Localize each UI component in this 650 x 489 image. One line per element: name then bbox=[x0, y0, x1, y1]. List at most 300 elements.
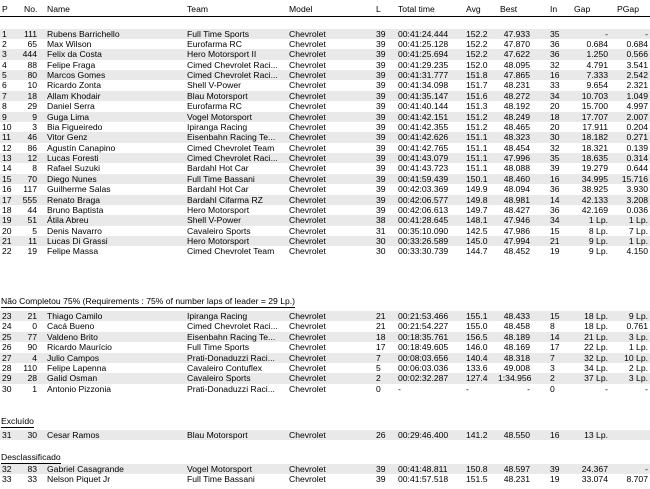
cell-model: Chevrolet bbox=[289, 204, 326, 215]
cell-gap: 4.791 bbox=[586, 59, 608, 70]
cell-team: Hero Motorsport bbox=[187, 236, 250, 247]
cell-total: 00:41:40.144 bbox=[398, 101, 449, 112]
cell-best: 48.550 bbox=[503, 430, 530, 440]
cell-total: 00:21:54.227 bbox=[398, 321, 449, 332]
cell-gap: 9 Lp. bbox=[588, 236, 608, 247]
cell-total: 00:41:25.694 bbox=[398, 49, 449, 60]
cell-gap: 13 Lp. bbox=[584, 430, 608, 440]
cell-total: 00:33:30.739 bbox=[398, 246, 449, 257]
cell-best: 48.231 bbox=[503, 80, 530, 91]
cell-in: 14 bbox=[550, 194, 560, 205]
cell-pgap: 4.997 bbox=[626, 101, 648, 112]
cell-in: 34 bbox=[550, 90, 560, 101]
table-row bbox=[0, 163, 650, 173]
cell-gap: 18.635 bbox=[581, 153, 608, 164]
cell-laps: 0 bbox=[376, 383, 381, 394]
cell-pos: 30 bbox=[2, 383, 12, 394]
cell-pos: 3 bbox=[2, 49, 7, 60]
cell-in: 2 bbox=[550, 373, 555, 384]
cell-best: - bbox=[527, 383, 530, 394]
cell-pgap: 3.541 bbox=[626, 59, 648, 70]
cell-pos: 22 bbox=[2, 246, 12, 257]
cell-in: 17 bbox=[550, 342, 560, 353]
cell-model: Chevrolet bbox=[289, 184, 326, 195]
cell-model: Chevrolet bbox=[289, 132, 326, 143]
cell-pgap: - bbox=[645, 28, 648, 39]
table-row bbox=[0, 184, 650, 194]
cell-model: Chevrolet bbox=[289, 142, 326, 153]
cell-in: 36 bbox=[550, 184, 560, 195]
cell-model: Chevrolet bbox=[289, 342, 326, 353]
cell-in: 19 bbox=[550, 246, 560, 257]
cell-avg: 151.8 bbox=[466, 70, 488, 81]
cell-pos: 5 bbox=[2, 70, 7, 81]
cell-best: 47.986 bbox=[503, 225, 530, 236]
cell-gap: 32 Lp. bbox=[584, 352, 608, 363]
cell-no: 65 bbox=[27, 38, 37, 49]
cell-in: 35 bbox=[550, 153, 560, 164]
cell-avg: 152.2 bbox=[466, 49, 488, 60]
table-row bbox=[0, 112, 650, 122]
cell-pos: 10 bbox=[2, 121, 12, 132]
cell-model: Chevrolet bbox=[289, 352, 326, 363]
cell-laps: 17 bbox=[376, 342, 386, 353]
cell-no: 10 bbox=[27, 80, 37, 91]
cell-team: Bardahl Hot Car bbox=[187, 163, 249, 174]
cell-name: Vitor Genz bbox=[47, 132, 88, 143]
cell-best: 47.996 bbox=[503, 153, 530, 164]
cell-name: Felipe Massa bbox=[47, 246, 99, 257]
cell-pgap: 1 Lp. bbox=[628, 236, 648, 247]
cell-name: Galid Osman bbox=[47, 373, 98, 384]
table-row bbox=[0, 39, 650, 49]
cell-total: 00:41:34.098 bbox=[398, 80, 449, 91]
cell-name: Guilherme Salas bbox=[47, 184, 111, 195]
cell-laps: 39 bbox=[376, 28, 386, 39]
cell-pos: 20 bbox=[2, 225, 12, 236]
cell-best: 47.865 bbox=[503, 70, 530, 81]
cell-name: Cacá Bueno bbox=[47, 321, 95, 332]
table-row bbox=[0, 430, 650, 440]
cell-laps: 18 bbox=[376, 331, 386, 342]
cell-laps: 39 bbox=[376, 163, 386, 174]
cell-name: Felipe Lapenna bbox=[47, 362, 107, 373]
cell-avg: 152.0 bbox=[466, 59, 488, 70]
cell-laps: 39 bbox=[376, 80, 386, 91]
cell-model: Chevrolet bbox=[289, 101, 326, 112]
cell-team: Vogel Motorsport bbox=[187, 111, 252, 122]
cell-avg: 146.0 bbox=[466, 342, 488, 353]
cell-avg: 151.7 bbox=[466, 80, 488, 91]
cell-team: Vogel Motorsport bbox=[187, 464, 252, 474]
cell-model: Chevrolet bbox=[289, 38, 326, 49]
cell-pgap: 1.049 bbox=[626, 90, 648, 101]
cell-gap: 8 Lp. bbox=[588, 225, 608, 236]
cell-avg: 151.6 bbox=[466, 90, 488, 101]
cell-name: Daniel Serra bbox=[47, 101, 95, 112]
cell-in: 0 bbox=[550, 383, 555, 394]
cell-laps: 39 bbox=[376, 132, 386, 143]
cell-avg: 148.1 bbox=[466, 215, 488, 226]
table-row bbox=[0, 342, 650, 352]
cell-pos: 33 bbox=[2, 474, 12, 485]
cell-model: Chevrolet bbox=[289, 362, 326, 373]
table-row bbox=[0, 153, 650, 163]
cell-model: Chevrolet bbox=[289, 111, 326, 122]
cell-model: Chevrolet bbox=[289, 321, 326, 332]
cell-avg: 151.5 bbox=[466, 474, 488, 485]
cell-laps: 39 bbox=[376, 464, 386, 474]
cell-avg: 142.5 bbox=[466, 225, 488, 236]
cell-model: Chevrolet bbox=[289, 163, 326, 174]
cell-best: 47.946 bbox=[503, 215, 530, 226]
cell-name: Rubens Barrichello bbox=[47, 28, 120, 39]
cell-name: Gabriel Casagrande bbox=[47, 464, 124, 474]
cell-avg: 151.1 bbox=[466, 163, 488, 174]
cell-gap: 34.995 bbox=[581, 173, 608, 184]
cell-pgap: 1 Lp. bbox=[628, 342, 648, 353]
header-best: Best bbox=[500, 4, 518, 14]
cell-in: 32 bbox=[550, 142, 560, 153]
table-row bbox=[0, 91, 650, 101]
cell-best: 48.095 bbox=[503, 59, 530, 70]
table-row bbox=[0, 29, 650, 39]
section-title: Não Completou 75% (Requirements : 75% of number laps of leader = 29 Lp.) bbox=[1, 296, 296, 306]
cell-laps: 39 bbox=[376, 204, 386, 215]
cell-team: Cimed Chevrolet Raci... bbox=[187, 321, 278, 332]
cell-team: Cimed Chevrolet Raci... bbox=[187, 59, 278, 70]
cell-no: 555 bbox=[22, 194, 37, 205]
cell-in: 35 bbox=[550, 28, 560, 39]
cell-team: Eisenbahn Racing Te... bbox=[187, 331, 276, 342]
cell-avg: 150.1 bbox=[466, 173, 488, 184]
table-row bbox=[0, 373, 650, 383]
cell-in: 21 bbox=[550, 236, 560, 247]
cell-total: 00:41:35.147 bbox=[398, 90, 449, 101]
cell-model: Chevrolet bbox=[289, 225, 326, 236]
table-row bbox=[0, 60, 650, 70]
cell-in: 39 bbox=[550, 464, 560, 474]
cell-best: 48.192 bbox=[503, 101, 530, 112]
table-row bbox=[0, 174, 650, 184]
cell-pgap: 10 Lp. bbox=[624, 352, 648, 363]
table-row bbox=[0, 236, 650, 246]
cell-total: 00:18:49.605 bbox=[398, 342, 449, 353]
cell-pos: 26 bbox=[2, 342, 12, 353]
cell-gap: 9 Lp. bbox=[588, 246, 608, 257]
cell-best: 48.981 bbox=[503, 194, 530, 205]
cell-avg: 151.2 bbox=[466, 121, 488, 132]
cell-gap: 34 Lp. bbox=[584, 362, 608, 373]
cell-no: 444 bbox=[22, 49, 37, 60]
cell-model: Chevrolet bbox=[289, 474, 326, 485]
cell-total: - bbox=[398, 383, 401, 394]
cell-pgap: - bbox=[645, 464, 648, 474]
cell-team: Cavaleiro Contuflex bbox=[187, 362, 262, 373]
cell-pos: 23 bbox=[2, 311, 12, 321]
cell-model: Chevrolet bbox=[289, 383, 326, 394]
cell-name: Felix da Costa bbox=[47, 49, 102, 60]
cell-model: Chevrolet bbox=[289, 153, 326, 164]
cell-pos: 21 bbox=[2, 236, 12, 247]
cell-team: Eurofarma RC bbox=[187, 101, 242, 112]
cell-avg: 150.8 bbox=[466, 464, 488, 474]
cell-laps: 39 bbox=[376, 90, 386, 101]
cell-laps: 30 bbox=[376, 236, 386, 247]
cell-pos: 6 bbox=[2, 80, 7, 91]
cell-pos: 2 bbox=[2, 38, 7, 49]
cell-no: 19 bbox=[27, 246, 37, 257]
table-row bbox=[0, 332, 650, 342]
cell-model: Chevrolet bbox=[289, 331, 326, 342]
cell-team: Bardahl Hot Car bbox=[187, 184, 249, 195]
cell-name: Denis Navarro bbox=[47, 225, 102, 236]
header-in: In bbox=[550, 4, 558, 14]
cell-name: Renato Braga bbox=[47, 194, 101, 205]
cell-pos: 4 bbox=[2, 59, 7, 70]
table-row bbox=[0, 384, 650, 394]
cell-pos: 14 bbox=[2, 163, 12, 174]
cell-pgap: 0.036 bbox=[626, 204, 648, 215]
cell-total: 00:35:10.090 bbox=[398, 225, 449, 236]
cell-gap: - bbox=[605, 383, 608, 394]
cell-no: 117 bbox=[23, 184, 37, 195]
cell-model: Chevrolet bbox=[289, 173, 326, 184]
table-row bbox=[0, 143, 650, 153]
cell-in: 20 bbox=[550, 121, 560, 132]
cell-best: 1:34.956 bbox=[498, 373, 532, 384]
cell-no: 12 bbox=[27, 153, 37, 164]
cell-name: Diego Nunes bbox=[47, 173, 97, 184]
cell-team: Prati-Donaduzzi Raci... bbox=[187, 383, 275, 394]
cell-gap: 19.279 bbox=[581, 163, 608, 174]
cell-no: 51 bbox=[27, 215, 37, 226]
table-row bbox=[0, 49, 650, 59]
cell-name: Allam Khodair bbox=[47, 90, 101, 101]
cell-laps: 39 bbox=[376, 101, 386, 112]
cell-team: Cavaleiro Sports bbox=[187, 225, 251, 236]
cell-in: 34 bbox=[550, 215, 560, 226]
cell-team: Cimed Chevrolet Raci... bbox=[187, 153, 278, 164]
cell-best: 48.460 bbox=[503, 173, 530, 184]
cell-total: 00:41:59.439 bbox=[398, 173, 449, 184]
cell-total: 00:41:42.626 bbox=[398, 132, 449, 143]
cell-name: Bruno Baptista bbox=[47, 204, 104, 215]
cell-team: Shell V-Power bbox=[187, 215, 241, 226]
cell-team: Prati-Donaduzzi Raci... bbox=[187, 352, 275, 363]
cell-pos: 12 bbox=[2, 142, 12, 153]
cell-laps: 21 bbox=[376, 311, 386, 321]
cell-avg: 149.8 bbox=[466, 194, 488, 205]
cell-total: 00:41:43.723 bbox=[398, 163, 449, 174]
cell-in: 7 bbox=[550, 352, 555, 363]
cell-avg: 145.0 bbox=[466, 236, 488, 247]
cell-no: 3 bbox=[32, 121, 37, 132]
cell-no: 44 bbox=[27, 204, 37, 215]
table-row bbox=[0, 132, 650, 142]
cell-model: Chevrolet bbox=[289, 121, 326, 132]
cell-no: 110 bbox=[23, 362, 37, 373]
cell-pgap: 9 Lp. bbox=[628, 311, 648, 321]
cell-model: Chevrolet bbox=[289, 90, 326, 101]
cell-gap: 33.074 bbox=[581, 474, 608, 485]
cell-best: 48.454 bbox=[503, 142, 530, 153]
cell-gap: 17.707 bbox=[581, 111, 608, 122]
cell-laps: 39 bbox=[376, 194, 386, 205]
cell-team: Shell V-Power bbox=[187, 80, 241, 91]
cell-total: 00:42:06.613 bbox=[398, 204, 449, 215]
cell-model: Chevrolet bbox=[289, 59, 326, 70]
cell-in: 16 bbox=[550, 430, 560, 440]
table-row bbox=[0, 70, 650, 80]
cell-pos: 16 bbox=[2, 184, 12, 195]
cell-team: Cimed Chevrolet Team bbox=[187, 246, 275, 257]
cell-team: Full Time Bassani bbox=[187, 173, 255, 184]
cell-laps: 39 bbox=[376, 59, 386, 70]
cell-name: Agustín Canapino bbox=[47, 142, 116, 153]
cell-gap: 38.925 bbox=[581, 184, 608, 195]
cell-gap: 18 Lp. bbox=[584, 311, 608, 321]
cell-best: 48.249 bbox=[503, 111, 530, 122]
table-row bbox=[0, 321, 650, 331]
cell-no: 77 bbox=[27, 331, 37, 342]
cell-gap: 0.684 bbox=[586, 38, 608, 49]
cell-pos: 9 bbox=[2, 111, 7, 122]
cell-pgap: 0.644 bbox=[626, 163, 648, 174]
cell-laps: 39 bbox=[376, 142, 386, 153]
cell-team: Ipiranga Racing bbox=[187, 121, 248, 132]
cell-pgap: 2.321 bbox=[626, 80, 648, 91]
cell-name: Átila Abreu bbox=[47, 215, 89, 226]
cell-gap: 18.182 bbox=[581, 132, 608, 143]
cell-pgap: 2 Lp. bbox=[628, 362, 648, 373]
cell-laps: 7 bbox=[376, 352, 381, 363]
cell-laps: 39 bbox=[376, 153, 386, 164]
table-row bbox=[0, 226, 650, 236]
cell-team: Full Time Bassani bbox=[187, 474, 255, 485]
cell-no: 70 bbox=[27, 173, 37, 184]
cell-in: 16 bbox=[550, 173, 560, 184]
cell-avg: 140.4 bbox=[466, 352, 488, 363]
cell-best: 48.272 bbox=[503, 90, 530, 101]
cell-pos: 29 bbox=[2, 373, 12, 384]
table-row bbox=[0, 205, 650, 215]
section-title: Excluído bbox=[1, 416, 34, 426]
cell-model: Chevrolet bbox=[289, 430, 326, 440]
cell-pgap: 2.542 bbox=[626, 70, 648, 81]
cell-laps: 38 bbox=[376, 215, 386, 226]
cell-in: 15 bbox=[550, 225, 560, 236]
cell-team: Blau Motorsport bbox=[187, 90, 248, 101]
cell-no: 4 bbox=[32, 352, 37, 363]
cell-name: Marcos Gomes bbox=[47, 70, 106, 81]
cell-gap: 7.333 bbox=[586, 70, 608, 81]
cell-avg: - bbox=[466, 383, 469, 394]
cell-no: 83 bbox=[27, 464, 37, 474]
cell-in: 8 bbox=[550, 321, 555, 332]
cell-pgap: 0.761 bbox=[626, 321, 648, 332]
cell-gap: 42.169 bbox=[581, 204, 608, 215]
cell-pgap: 0.684 bbox=[626, 38, 648, 49]
cell-no: 1 bbox=[32, 383, 37, 394]
cell-laps: 21 bbox=[376, 321, 386, 332]
cell-pgap: 0.139 bbox=[626, 142, 648, 153]
cell-team: Cimed Chevrolet Team bbox=[187, 142, 275, 153]
cell-name: Nelson Piquet Jr bbox=[47, 474, 111, 485]
cell-model: Chevrolet bbox=[289, 311, 326, 321]
cell-total: 00:08:03.656 bbox=[398, 352, 449, 363]
cell-pgap: 1 Lp. bbox=[628, 215, 648, 226]
cell-pos: 25 bbox=[2, 331, 12, 342]
cell-in: 36 bbox=[550, 204, 560, 215]
cell-no: 8 bbox=[32, 163, 37, 174]
cell-gap: 1 Lp. bbox=[588, 215, 608, 226]
cell-avg: 151.1 bbox=[466, 132, 488, 143]
cell-name: Bia Figueiredo bbox=[47, 121, 103, 132]
cell-team: Cavaleiro Sports bbox=[187, 373, 251, 384]
cell-best: 48.318 bbox=[503, 352, 530, 363]
cell-total: 00:41:42.355 bbox=[398, 121, 449, 132]
cell-gap: 22 Lp. bbox=[584, 342, 608, 353]
cell-team: Blau Motorsport bbox=[187, 430, 248, 440]
cell-in: 32 bbox=[550, 59, 560, 70]
table-row bbox=[0, 246, 650, 256]
cell-total: 00:42:06.577 bbox=[398, 194, 449, 205]
cell-laps: 2 bbox=[376, 373, 381, 384]
header-avg: Avg bbox=[466, 4, 481, 14]
cell-best: 49.008 bbox=[503, 362, 530, 373]
cell-in: 15 bbox=[550, 311, 560, 321]
cell-in: 16 bbox=[550, 70, 560, 81]
cell-total: 00:33:26.589 bbox=[398, 236, 449, 247]
cell-model: Chevrolet bbox=[289, 194, 326, 205]
header-total-time: Total time bbox=[398, 4, 435, 14]
cell-model: Chevrolet bbox=[289, 28, 326, 39]
cell-in: 36 bbox=[550, 38, 560, 49]
cell-model: Chevrolet bbox=[289, 236, 326, 247]
cell-avg: 149.9 bbox=[466, 184, 488, 195]
cell-no: 80 bbox=[27, 70, 37, 81]
cell-best: 47.622 bbox=[503, 49, 530, 60]
cell-pos: 24 bbox=[2, 321, 12, 332]
cell-no: 0 bbox=[32, 321, 37, 332]
header-pgap: PGap bbox=[617, 4, 639, 14]
cell-pgap: 2.007 bbox=[626, 111, 648, 122]
cell-laps: 39 bbox=[376, 70, 386, 81]
cell-model: Chevrolet bbox=[289, 70, 326, 81]
cell-no: 29 bbox=[27, 101, 37, 112]
cell-laps: 30 bbox=[376, 246, 386, 257]
cell-in: 14 bbox=[550, 331, 560, 342]
table-row bbox=[0, 122, 650, 132]
cell-in: 36 bbox=[550, 49, 560, 60]
table-row bbox=[0, 353, 650, 363]
cell-pgap: 3.208 bbox=[626, 194, 648, 205]
cell-best: 48.094 bbox=[503, 184, 530, 195]
cell-name: Max Wilson bbox=[47, 38, 92, 49]
cell-team: Ipiranga Racing bbox=[187, 311, 248, 321]
cell-name: Thiago Camilo bbox=[47, 311, 103, 321]
cell-no: 18 bbox=[27, 90, 37, 101]
cell-best: 47.870 bbox=[503, 38, 530, 49]
cell-gap: 9.654 bbox=[586, 80, 608, 91]
cell-no: 111 bbox=[23, 28, 37, 39]
cell-pos: 17 bbox=[2, 194, 12, 205]
cell-team: Full Time Sports bbox=[187, 342, 250, 353]
cell-gap: 21 Lp. bbox=[584, 331, 608, 342]
header-laps: L bbox=[376, 4, 381, 14]
cell-pos: 32 bbox=[2, 464, 12, 474]
